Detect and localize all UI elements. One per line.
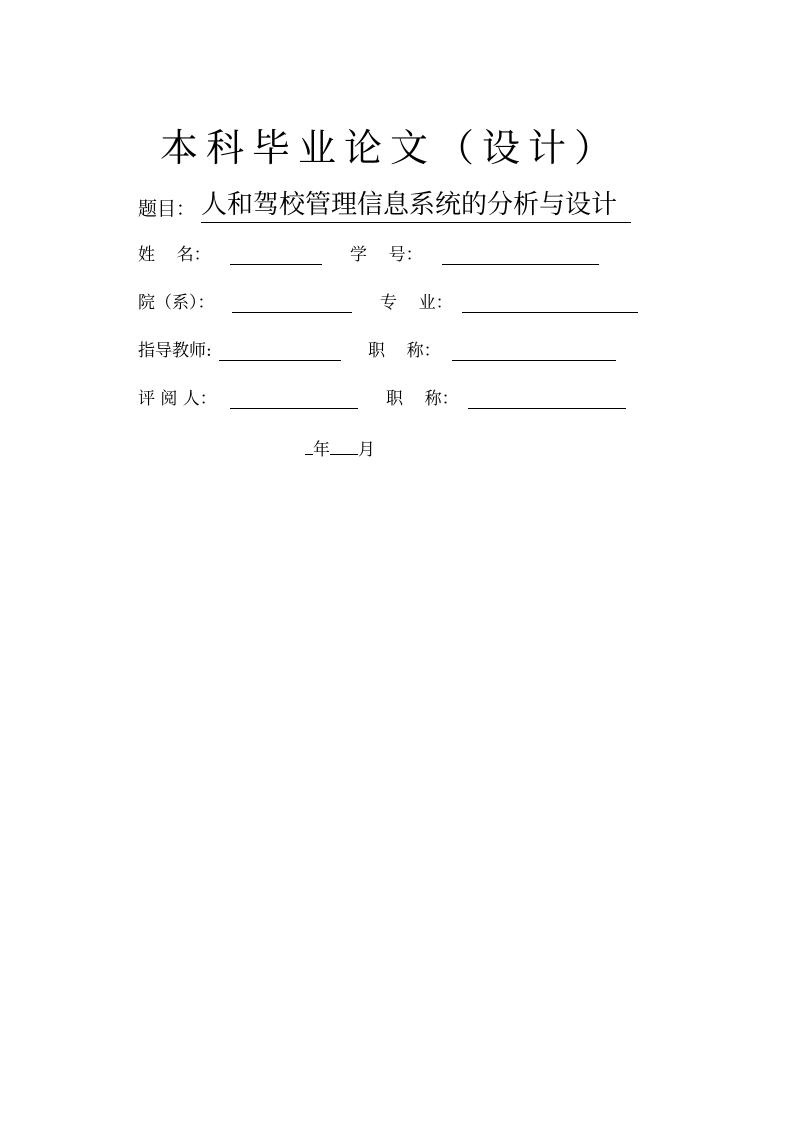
department-label: 院（系）： (138, 293, 215, 313)
reviewer-title-label: 职 称： (386, 389, 459, 409)
major-label: 专 业： (380, 293, 453, 313)
topic-label: 题目： (138, 198, 196, 220)
reviewer-blank (230, 408, 358, 409)
reviewer-row (0, 388, 800, 414)
name-label: 姓 名： (138, 245, 211, 265)
major-blank (462, 312, 638, 313)
student-id-blank (442, 264, 599, 265)
year-blank (305, 437, 313, 455)
advisor-row (0, 340, 800, 366)
department-row (0, 292, 800, 318)
reviewer-title-blank (468, 408, 626, 409)
year-label: 年 (313, 440, 330, 460)
month-blank (330, 437, 358, 455)
advisor-title-label: 职 称： (368, 341, 441, 361)
department-blank (232, 312, 352, 313)
topic-value: 人和驾校管理信息系统的分析与设计 (201, 188, 631, 223)
name-row (0, 244, 800, 270)
month-label: 月 (358, 440, 375, 460)
page-title: 本科毕业论文（设计） (159, 126, 620, 170)
reviewer-label: 评 阅 人： (138, 389, 217, 409)
name-blank (230, 264, 322, 265)
advisor-label: 指导教师: (138, 341, 212, 361)
advisor-blank (219, 360, 341, 361)
date-row (305, 437, 375, 461)
advisor-title-blank (452, 360, 616, 361)
student-id-label: 学 号： (350, 245, 423, 265)
